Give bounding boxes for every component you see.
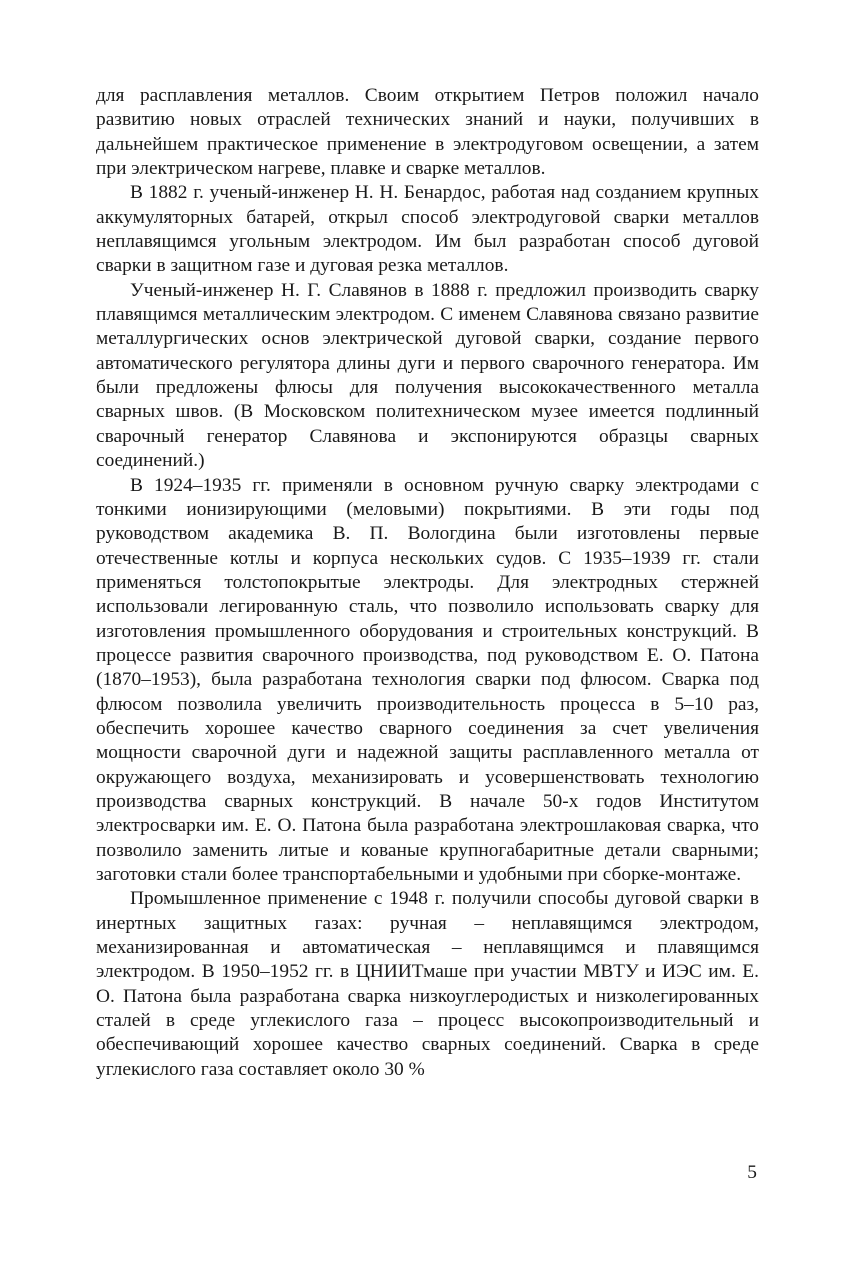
paragraph-2: В 1882 г. ученый-инженер Н. Н. Бенардос, работая над созданием крупных аккумуляторных батарей, открыл способ электродуговой сварки металлов неплавящимся угольным электродом. Им был разработан способ дуговой сварки в защитном газе и дуговая резка металлов. (96, 182, 759, 277)
page-number: 5 (747, 1162, 757, 1183)
paragraph-3: Ученый-инженер Н. Г. Славянов в 1888 г. предложил производить сварку плавящимся металлическим электродом. С именем Славянова связано развитие металлургических основ электрической дуговой сварки, создание первого автоматического регулятора длины дуги и первого сварочного генератора. Им были предложены флюсы для получения высококачественного металла сварных швов. (В Московском политехническом музее имеется подлинный сварочный генератор Славянова и экспонируются образцы сварных соединений.) (96, 279, 759, 472)
page-body (96, 84, 759, 1082)
paragraph-5: Промышленное применение с 1948 г. получили способы дуговой сварки в инертных защитных газах: ручная – неплавящимся электродом, механизированная и автоматическая – неплавящимся и плавящимся электродом. В 1950–1952 гг. в ЦНИИТмаше при участии МВТУ и ИЭС им. Е. О. Патона была разработана сварка низкоуглеродистых и низколегированных сталей в среде углекислого газа – процесс высокопроизводительный и обеспечивающий хорошее качество сварных соединений. Сварка в среде углекислого газа составляет около 30 % (96, 888, 759, 1080)
paragraph-4: В 1924–1935 гг. применяли в основном ручную сварку электродами с тонкими ионизирующими (меловыми) покрытиями. В эти годы под руководством академика В. П. Вологдина были изготовлены первые отечественные котлы и корпуса нескольких судов. С 1935–1939 гг. стали применяться толстопокрытые электроды. Для электродных стержней использовали легированную сталь, что позволило использовать сварку для изготовления промышленного оборудования и строительных конструкций. В процессе развития сварочного производства, под руководством Е. О. Патона (1870–1953), была разработана технология сварки под флюсом. Сварка под флюсом позволила увеличить производительность процесса в 5–10 раз, обеспечить хорошее качество сварного соединения за счет увеличения мощности сварочной дуги и надежной защиты расплавленного металла от окружающего воздуха, механизировать и усовершенствовать технологию производства сварных конструкций. В начале 50-х годов Институтом электросварки им. Е. О. Патона была разработана электрошлаковая сварка, что позволило заменить литые и кованые крупногабаритные детали сварными; заготовки стали более транспортабельными и удобными при сборке-монтаже. (96, 474, 759, 885)
paragraph-1: для расплавления металлов. Своим открытием Петров положил начало развитию новых отраслей технических знаний и науки, получивших в дальнейшем практическое применение в электродуговом освещении, а затем при электрическом нагреве, плавке и сварке металлов. (96, 85, 759, 180)
